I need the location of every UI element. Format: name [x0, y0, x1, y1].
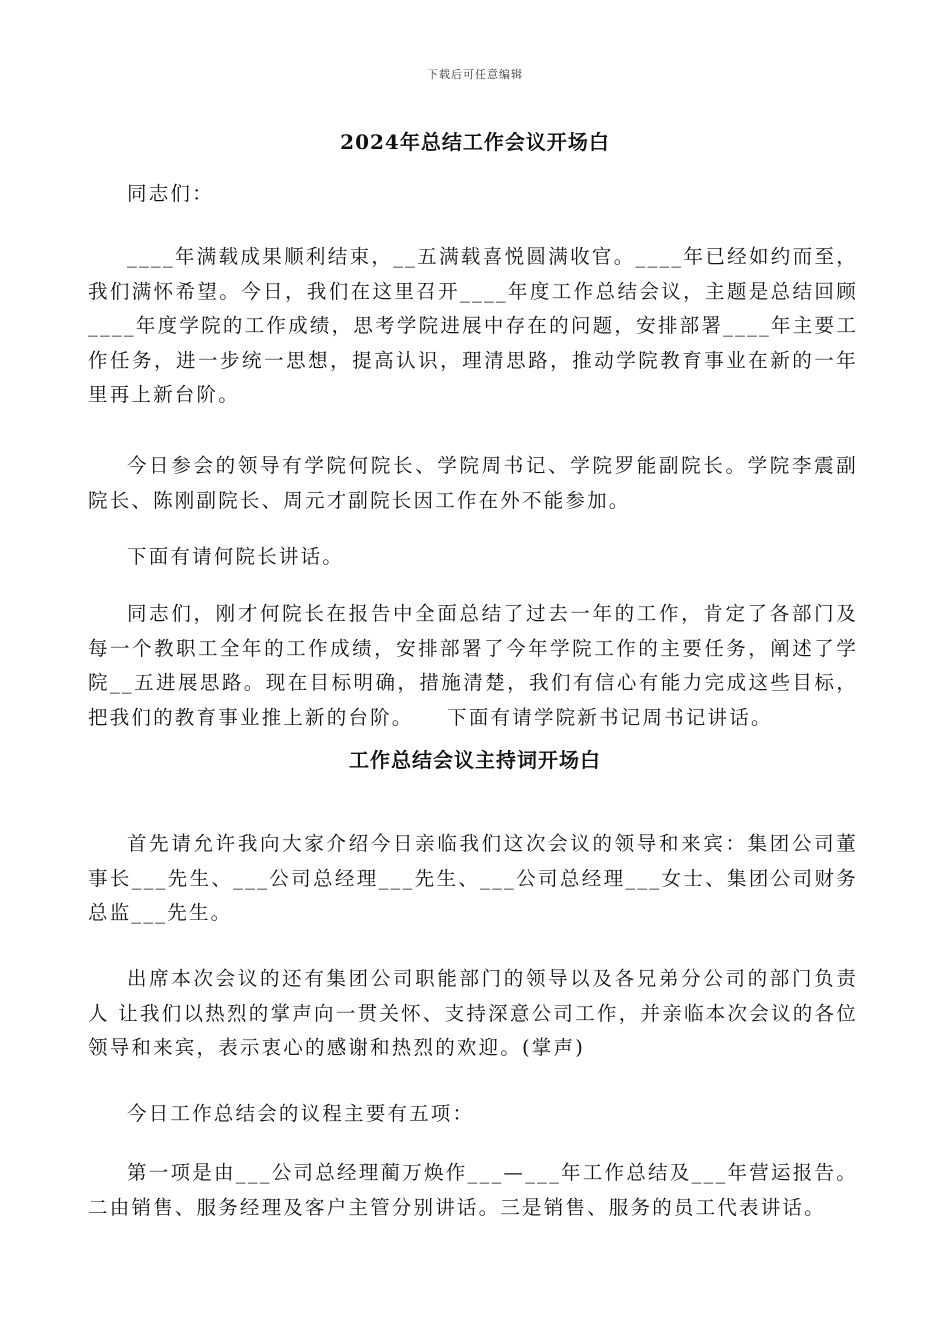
section-1-paragraph-summary: 同志们，刚才何院长在报告中全面总结了过去一年的工作，肯定了各部门及每一个教职工全年的工作成绩，安排部署了今年学院工作的主要任务，阐述了学院__五进展思路。现在目标明确，措施清楚，我们有信心有能力完成这些目标，把我们的教育事业推上新的台阶。 下面有请学院新书记周书记讲话。 — [88, 602, 858, 729]
section-2-paragraph-welcome: 出席本次会议的还有集团公司职能部门的领导以及各兄弟分公司的部门负责人 让我们以热烈的掌声向一贯关怀、支持深意公司工作，并亲临本次会议的各位领导和来宾，表示衷心的感谢和热烈的欢迎。(掌声) — [88, 967, 858, 1059]
section-1-paragraph-salutation: 同志们： — [127, 182, 214, 205]
section-2-paragraph-items: 第一项是由___公司总经理蔺万焕作___—___年工作总结及___年营运报告。二由销售、服务经理及客户主管分别讲话。三是销售、服务的员工代表讲话。 — [88, 1161, 858, 1219]
section-1-paragraph-intro: ____年满载成果顺利结束，__五满载喜悦圆满收官。____年已经如约而至，我们满怀希望。今日，我们在这里召开____年度工作总结会议，主题是总结回顾____年度学院的工作成绩，思考学院进展中存在的问题，安排部署____年主要工作任务，进一步统一思想，提高认识，理清思路，推动学院教育事业在新的一年里再上新台阶。 — [88, 245, 858, 406]
section-2-title: 工作总结会议主持词开场白 — [349, 748, 601, 772]
header-note: 下载后可任意编辑 — [427, 68, 523, 81]
section-1-title: 2024年总结工作会议开场白 — [340, 130, 610, 154]
section-2-paragraph-guests: 首先请允许我向大家介绍今日亲临我们这次会议的领导和来宾：集团公司董事长___先生、___公司总经理___先生、___公司总经理___女士、集团公司财务总监___先生。 — [88, 832, 858, 924]
section-2-paragraph-agenda: 今日工作总结会的议程主要有五项： — [127, 1102, 475, 1125]
section-1-paragraph-attendees: 今日参会的领导有学院何院长、学院周书记、学院罗能副院长。学院李震副院长、陈刚副院长、周元才副院长因工作在外不能参加。 — [88, 454, 858, 512]
section-1-paragraph-invite: 下面有请何院长讲话。 — [127, 545, 345, 568]
